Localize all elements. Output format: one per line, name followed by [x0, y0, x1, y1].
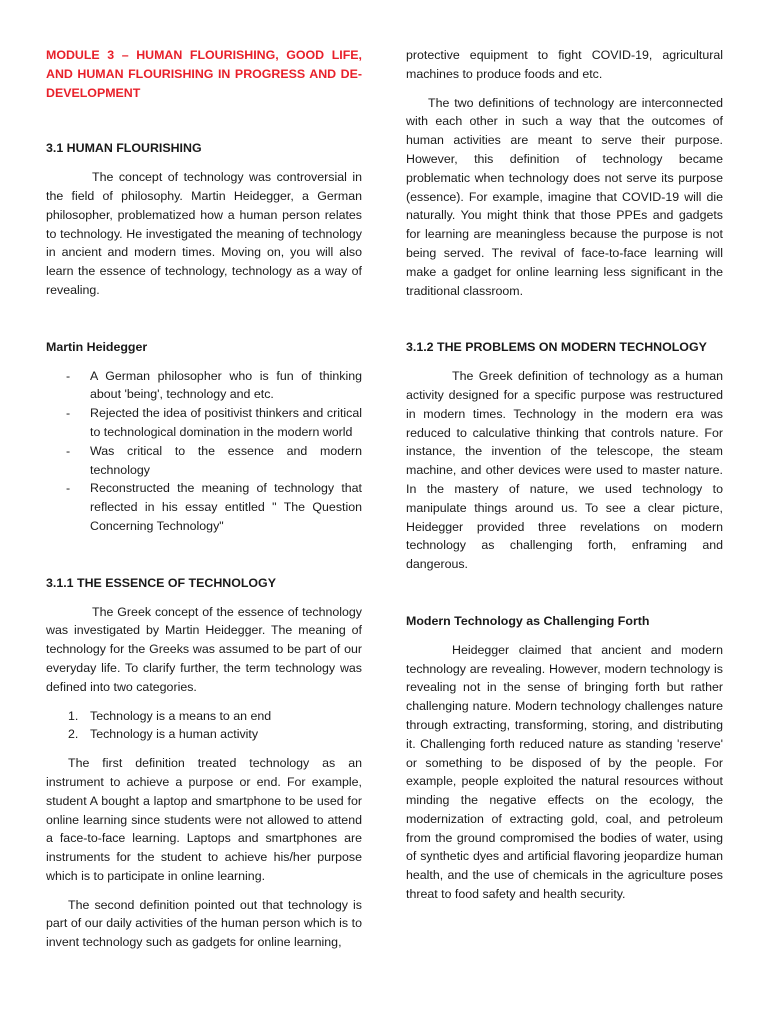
list-item: - A German philosopher who is fun of thinking about 'being', technology and etc.: [46, 367, 362, 405]
right-column: [406, 46, 723, 904]
first-definition-paragraph: The first definition treated technology as an instrument to achieve a purpose or end. For example, student A bought a laptop and smartphone to be used for online learning since students were not allowed to attend a face-to-face learning. Laptops and smartphones are instruments for the student to achieve his/her purpose which is to participate in online learning.: [46, 756, 362, 883]
martin-heidegger-heading: Martin Heidegger: [46, 339, 148, 354]
section-3-1-heading: 3.1 HUMAN FLOURISHING: [46, 141, 202, 156]
heidegger-list: [46, 367, 362, 536]
definitions-list: [46, 707, 362, 745]
second-definition-paragraph: The second definition pointed out that technology is part of our daily activities of the human person which is to invent technology such as gadgets for online learning,: [46, 897, 362, 950]
section-3-1-2-paragraph: The Greek definition of technology as a human activity designed for a specific purpose was restructured in modern times. Technology in the modern era was reduced to calculative thinking that controls nature. For instance, the invention of the telescope, the steam machine, and other devices were used to master nature. In the mastery of nature, we used technology to manipulate things around us. To see a clear picture, Heidegger provided three revelations on modern technology as challenging forth, enframing and dangerous.: [406, 369, 723, 572]
left-column: [46, 46, 362, 952]
continued-paragraph: protective equipment to fight COVID-19, agricultural machines to produce foods and etc.: [406, 48, 723, 81]
list-item: 1. Technology is a means to an end: [68, 708, 272, 723]
list-item: - Reconstructed the meaning of technology that reflected in his essay entitled " The Question Concerning Technology": [46, 479, 362, 535]
section-3-1-1-heading: 3.1.1 THE ESSENCE OF TECHNOLOGY: [46, 575, 276, 590]
list-item: - Was critical to the essence and modern technology: [46, 442, 362, 480]
section-3-1-paragraph: The concept of technology was controversial in the field of philosophy. Martin Heidegger, a German philosopher, problematized how a human person relates to technology. He investigated the meaning of technology in ancient and modern times. Moving on, you will also learn the essence of technology, technology as a way of revealing.: [46, 170, 362, 297]
challenging-forth-paragraph: Heidegger claimed that ancient and modern technology are revealing. However, modern technology is revealing not in the sense of bringing forth but rather challenging nature. Modern technology challenges nature through extracting, transforming, storing, and distributing it. Challenging forth reduced nature as standing 'reserve' or something to be disposed of by the people. For example, people exploited the natural resources without minding the negative effects on the ecology, the modernization of extracting gold, coal, and petroleum from the ground compromised the bodies of water, using of synthetic dyes and artificial flavoring jeopardize human health, and the use of chemicals in the agriculture poses threat to food safety and health security.: [406, 642, 723, 902]
module-title: MODULE 3 – HUMAN FLOURISHING, GOOD LIFE, AND HUMAN FLOURISHING IN PROGRESS AND DE-DEVELOPMENT: [46, 48, 362, 100]
interconnected-paragraph: The two definitions of technology are interconnected with each other in such a way that the outcomes of human activities are meant to serve their purpose. However, this definition of technology became problematic when technology does not serve its purpose (essence). For example, imagine that COVID-19 will die naturally. You might think that those PPEs and gadgets for learning are meaningless because the purpose is not being served. The revival of face-to-face learning will make a gadget for online learning less significant in the traditional classroom.: [406, 95, 723, 298]
list-item: 2. Technology is a human activity: [68, 727, 259, 742]
challenging-forth-heading: Modern Technology as Challenging Forth: [406, 613, 650, 628]
list-item: - Rejected the idea of positivist thinkers and critical to technological domination in the modern world: [46, 404, 362, 442]
section-3-1-2-heading: 3.1.2 THE PROBLEMS ON MODERN TECHNOLOGY: [406, 340, 707, 355]
section-3-1-1-paragraph: The Greek concept of the essence of technology was investigated by Martin Heidegger. The meaning of technology for the Greeks was assumed to be part of our everyday life. To clarify further, the term technology was defined into two categories.: [46, 604, 362, 694]
